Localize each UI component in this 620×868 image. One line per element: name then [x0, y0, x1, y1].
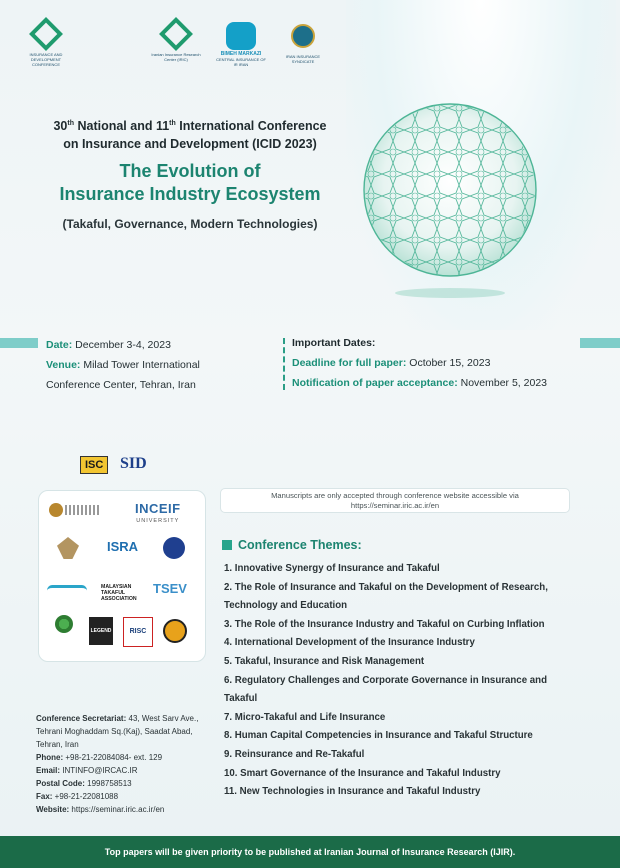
logo-syndicate [282, 24, 324, 64]
logo-bimeh-markazi [216, 22, 266, 67]
isra-logo: ISRA [107, 539, 139, 554]
partner-logo-tree [49, 615, 79, 645]
manuscript-url[interactable]: https://seminar.iric.ac.ir/en [350, 501, 440, 510]
postal-value: 1998758513 [84, 779, 132, 788]
heart-emblem-icon [163, 619, 187, 643]
deadline-value: October 15, 2023 [406, 357, 491, 369]
footer-banner: Top papers will be given priority to be published at Iranian Journal of Insurance Research (IJIR). [0, 836, 620, 868]
theme-item: 8. Human Capital Competencies in Insurance and Takaful Structure [224, 730, 533, 742]
partner-seal-icon [163, 537, 185, 559]
logo-bimeh-text: BIMEH MARKAZI [220, 51, 262, 57]
address-line3: Tehran, Iran [36, 740, 79, 749]
manuscript-note [220, 488, 570, 513]
postal-label: Postal Code: [36, 779, 85, 788]
theme-item: Technology and Education [224, 600, 348, 612]
risc-logo: RISC [123, 617, 153, 647]
event-info [46, 335, 200, 395]
contact-info [36, 712, 216, 816]
calligraphy-logo-icon [57, 537, 79, 559]
notification-value: November 5, 2023 [457, 377, 548, 389]
partner-logos-box [38, 490, 206, 662]
important-dates [292, 333, 547, 393]
theme-item: 1. Innovative Synergy of Insurance and Takaful [224, 563, 440, 574]
malaysian-takaful-association-logo: MALAYSIAN TAKAFUL ASSOCIATION [101, 584, 137, 602]
deadline-label: Deadline for full paper: [292, 357, 407, 369]
main-title: The Evolution of Insurance Industry Ecosystem [59, 161, 321, 204]
syndicate-emblem-icon [291, 24, 315, 48]
logo-icd [22, 22, 70, 67]
divider-dashed [283, 338, 285, 390]
venue-value: Milad Tower International [80, 359, 200, 371]
theme-item: 7. Micro-Takaful and Life Insurance [224, 711, 386, 723]
secretariat-value: 43, West Sarv Ave., [126, 714, 199, 723]
accent-bar-left [0, 338, 38, 348]
venue-value-2: Conference Center, Tehran, Iran [46, 379, 196, 391]
partner-logo-wave [47, 585, 89, 599]
theme-item: 2. The Role of Insurance and Takaful on the Development of Research, [224, 581, 548, 593]
website-label: Website: [36, 805, 70, 814]
venue-label: Venue: [46, 359, 81, 371]
conference-title: 30th National and 11th International Conference on Insurance and Development (ICID 2023) [53, 119, 327, 152]
themes-heading: Conference Themes: [222, 538, 362, 552]
phone-value: +98-21-22084084- ext. 129 [63, 753, 163, 762]
bimeh-logo-icon [226, 22, 256, 50]
legend-logo: LEGEND [89, 617, 113, 645]
theme-item: 6. Regulatory Challenges and Corporate Governance in Insurance and [224, 674, 547, 686]
crest-icon [49, 503, 63, 517]
diamond-logo-icon [29, 17, 63, 51]
square-bullet-icon [222, 540, 232, 550]
date-label: Date: [46, 339, 73, 351]
secretariat-label: Conference Secretariat: [36, 714, 127, 723]
manuscript-line1: Manuscripts are only accepted through conference website accessible via [271, 491, 519, 500]
sid-logo: SID [120, 455, 147, 472]
logo-syndicate-text: IRAN INSURANCE SYNDICATE [285, 54, 321, 64]
phone-label: Phone: [36, 753, 64, 762]
fax-label: Fax: [36, 792, 53, 801]
conference-title-line2: on Insurance and Development (ICID 2023) [63, 137, 317, 152]
tsev-logo: TSEV [153, 581, 187, 596]
important-dates-heading: Important Dates: [292, 337, 376, 349]
arabic-text-logo-icon [65, 505, 101, 515]
theme-item: 10. Smart Governance of the Insurance and Takaful Industry [224, 767, 501, 779]
theme-item: 4. International Development of the Insurance Industry [224, 637, 475, 649]
email-label: Email: [36, 766, 61, 775]
theme-item: 11. New Technologies in Insurance and Takaful Industry [224, 786, 481, 798]
inceif-logo: INCEIF UNIVERSITY [135, 501, 181, 524]
partner-logo-1 [47, 503, 103, 521]
fax-value: +98-21-22081088 [52, 792, 119, 801]
themes-list [224, 560, 584, 802]
isc-logo: ISC [80, 456, 108, 474]
address-line2: Tehrani Moghaddam Sq.(Kaj), Saadat Abad, [36, 727, 193, 736]
notification-label: Notification of paper acceptance: [292, 377, 458, 389]
email-value[interactable]: INTINFO@IRCAC.IR [60, 766, 138, 775]
theme-item: 9. Reinsurance and Re-Takaful [224, 748, 365, 760]
theme-item: 3. The Role of the Insurance Industry and Takaful on Curbing Inflation [224, 618, 545, 630]
website-value[interactable]: https://seminar.iric.ac.ir/en [69, 805, 165, 814]
logo-iric-text: Iranian Insurance Research Center (IRIC) [151, 52, 201, 62]
subtitle: (Takaful, Governance, Modern Technologies) [62, 217, 318, 231]
logo-bimeh-sub: CENTRAL INSURANCE OF IR IRAN [216, 57, 266, 67]
theme-item: 5. Takaful, Insurance and Risk Management [224, 655, 425, 667]
theme-item: Takaful [224, 693, 258, 705]
partner-logo-calligraphy [53, 537, 83, 565]
logo-icd-text: INSURANCE AND DEVELOPMENT CONFERENCE [29, 52, 63, 67]
date-value: December 3-4, 2023 [72, 339, 171, 351]
accent-bar-right [580, 338, 620, 348]
tree-logo-icon [55, 615, 73, 633]
diamond-logo-icon [159, 17, 193, 51]
wave-logo-icon [47, 585, 87, 596]
logo-iric [150, 22, 202, 62]
globe-graphic-icon [360, 75, 540, 310]
